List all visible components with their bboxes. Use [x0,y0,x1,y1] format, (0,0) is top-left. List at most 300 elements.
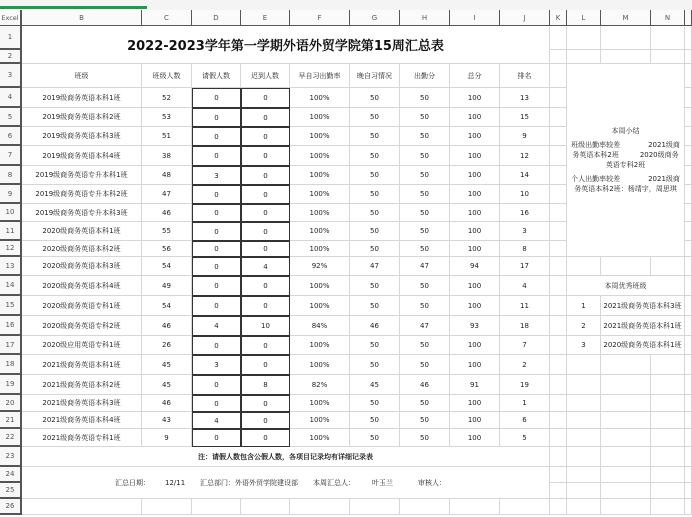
column-header-h[interactable]: H [400,10,450,26]
cell[interactable] [22,499,142,515]
table-cell[interactable]: 19 [500,375,550,395]
row-header-9[interactable]: 9 [0,185,22,204]
table-cell[interactable]: 100 [450,336,500,355]
table-cell[interactable]: 50 [400,146,450,166]
table-cell[interactable]: 100 [450,204,500,222]
table-cell[interactable]: 50 [350,127,400,146]
table-cell[interactable]: 10 [241,316,290,336]
row-header-12[interactable]: 12 [0,241,22,257]
column-header-o[interactable] [685,10,692,26]
table-cell[interactable]: 18 [500,316,550,336]
table-cell[interactable]: 50 [350,185,400,204]
table-cell[interactable]: 4 [192,316,241,336]
table-cell[interactable]: 50 [350,88,400,108]
row-header-19[interactable]: 19 [0,375,22,395]
table-cell[interactable]: 50 [400,88,450,108]
table-cell[interactable]: 2020级商务英语本科2班 [22,241,142,257]
table-cell[interactable]: 100% [290,146,350,166]
table-cell[interactable]: 5 [500,429,550,447]
cell[interactable] [601,355,651,375]
row-header-24[interactable]: 24 [0,467,22,483]
cell[interactable] [601,483,651,499]
table-cell[interactable]: 52 [142,88,192,108]
row-header-17[interactable]: 17 [0,336,22,355]
cell[interactable] [601,257,651,276]
table-cell[interactable]: 9 [142,429,192,447]
cell[interactable] [651,412,685,429]
cell[interactable] [290,499,350,515]
cell[interactable] [550,64,567,88]
table-cell[interactable]: 3 [192,166,241,185]
cell[interactable] [651,429,685,447]
table-cell[interactable]: 0 [192,395,241,412]
table-cell[interactable]: 0 [192,222,241,241]
table-cell[interactable]: 2019级商务英语专升本科1班 [22,166,142,185]
column-header-i[interactable]: I [450,10,500,26]
cell[interactable] [685,185,692,204]
cell[interactable] [651,375,685,395]
cell[interactable] [601,467,651,483]
table-cell[interactable]: 100 [450,276,500,296]
table-cell[interactable]: 46 [350,316,400,336]
cell[interactable] [685,50,692,64]
row-header-23[interactable]: 23 [0,447,22,467]
cell[interactable] [550,412,567,429]
cell[interactable] [567,447,601,467]
cell[interactable] [685,375,692,395]
column-header-n[interactable]: N [651,10,685,26]
table-cell[interactable]: 8 [241,375,290,395]
table-cell[interactable]: 3 [192,355,241,375]
table-cell[interactable]: 50 [400,108,450,127]
table-cell[interactable]: 50 [400,412,450,429]
table-cell[interactable]: 9 [500,127,550,146]
table-cell[interactable]: 100 [450,88,500,108]
cell[interactable] [500,499,550,515]
column-header-k[interactable]: K [550,10,567,26]
cell[interactable] [567,395,601,412]
cell[interactable] [567,499,601,515]
table-cell[interactable]: 46 [142,395,192,412]
table-cell[interactable]: 94 [450,257,500,276]
table-cell[interactable]: 50 [350,108,400,127]
cell[interactable] [550,447,567,467]
table-cell[interactable]: 50 [400,395,450,412]
table-cell[interactable]: 50 [350,204,400,222]
cell[interactable] [685,108,692,127]
table-cell[interactable]: 43 [142,412,192,429]
table-cell[interactable]: 2019级商务英语专升本科2班 [22,185,142,204]
row-header-5[interactable]: 5 [0,108,22,127]
table-cell[interactable]: 100% [290,185,350,204]
row-header-10[interactable]: 10 [0,204,22,222]
table-cell[interactable]: 26 [142,336,192,355]
cell[interactable] [550,166,567,185]
cell[interactable] [651,447,685,467]
cell[interactable] [651,26,685,50]
table-cell[interactable]: 0 [241,429,290,447]
cell[interactable] [651,395,685,412]
table-cell[interactable]: 50 [400,222,450,241]
column-header-c[interactable]: C [142,10,192,26]
table-cell[interactable]: 50 [350,276,400,296]
cell[interactable] [567,26,601,50]
table-cell[interactable]: 0 [192,276,241,296]
cell[interactable] [567,355,601,375]
row-header-1[interactable]: 1 [0,26,22,50]
table-cell[interactable]: 0 [192,127,241,146]
table-cell[interactable]: 47 [142,185,192,204]
cell[interactable] [651,467,685,483]
table-cell[interactable]: 50 [350,355,400,375]
table-cell[interactable]: 56 [142,241,192,257]
column-header-e[interactable]: E [241,10,290,26]
cell[interactable] [685,241,692,257]
table-cell[interactable]: 50 [400,166,450,185]
table-cell[interactable]: 47 [400,257,450,276]
table-cell[interactable]: 0 [241,185,290,204]
table-cell[interactable]: 2021级商务英语专科1班 [22,429,142,447]
table-cell[interactable]: 100 [450,146,500,166]
cell[interactable] [651,483,685,499]
table-cell[interactable]: 50 [400,296,450,316]
table-cell[interactable]: 0 [241,241,290,257]
table-cell[interactable]: 100 [450,296,500,316]
table-cell[interactable]: 92% [290,257,350,276]
cell[interactable] [567,50,601,64]
cell[interactable] [567,375,601,395]
cell[interactable] [685,204,692,222]
cell[interactable] [550,499,567,515]
table-cell[interactable]: 14 [500,166,550,185]
row-header-7[interactable]: 7 [0,146,22,166]
cell[interactable] [685,222,692,241]
table-cell[interactable]: 100% [290,276,350,296]
table-cell[interactable]: 100% [290,395,350,412]
table-cell[interactable]: 0 [241,146,290,166]
table-cell[interactable]: 0 [192,204,241,222]
cell[interactable] [550,429,567,447]
table-cell[interactable]: 100 [450,412,500,429]
cell[interactable] [400,499,450,515]
cell[interactable] [685,88,692,108]
table-cell[interactable]: 2020级商务英语本科4班 [22,276,142,296]
table-cell[interactable]: 45 [142,375,192,395]
row-header-6[interactable]: 6 [0,127,22,146]
table-cell[interactable]: 100% [290,166,350,185]
table-cell[interactable]: 0 [192,429,241,447]
cell[interactable] [550,257,567,276]
cell[interactable] [450,499,500,515]
table-cell[interactable]: 0 [192,88,241,108]
cell[interactable] [685,336,692,355]
table-cell[interactable]: 4 [500,276,550,296]
cell[interactable] [685,483,692,499]
cell[interactable] [550,355,567,375]
table-cell[interactable]: 2020级商务英语专科2班 [22,316,142,336]
cell[interactable] [550,483,567,499]
table-cell[interactable]: 0 [241,222,290,241]
table-cell[interactable]: 100 [450,355,500,375]
table-cell[interactable]: 0 [192,241,241,257]
table-cell[interactable]: 0 [241,412,290,429]
table-cell[interactable]: 6 [500,412,550,429]
table-cell[interactable]: 2019级商务英语本科2班 [22,108,142,127]
cell[interactable] [601,395,651,412]
table-cell[interactable]: 100% [290,241,350,257]
table-cell[interactable]: 0 [192,185,241,204]
table-cell[interactable]: 47 [350,257,400,276]
cell[interactable] [601,447,651,467]
table-cell[interactable]: 0 [192,336,241,355]
table-cell[interactable]: 0 [192,257,241,276]
cell[interactable] [550,26,567,50]
table-cell[interactable]: 8 [500,241,550,257]
cell[interactable] [685,296,692,316]
table-cell[interactable]: 50 [350,241,400,257]
cell[interactable] [550,276,567,296]
cell[interactable] [685,499,692,515]
table-cell[interactable]: 50 [400,276,450,296]
table-cell[interactable]: 2019级商务英语本科1班 [22,88,142,108]
table-cell[interactable]: 50 [400,204,450,222]
table-cell[interactable]: 0 [241,355,290,375]
table-cell[interactable]: 50 [400,429,450,447]
table-cell[interactable]: 50 [350,395,400,412]
table-cell[interactable]: 0 [241,108,290,127]
cell[interactable] [601,26,651,50]
table-cell[interactable]: 100 [450,429,500,447]
cell[interactable] [550,467,567,483]
table-cell[interactable]: 49 [142,276,192,296]
table-cell[interactable]: 50 [400,241,450,257]
table-cell[interactable]: 45 [142,355,192,375]
table-cell[interactable]: 50 [400,355,450,375]
column-header-m[interactable]: M [601,10,651,26]
table-cell[interactable]: 100% [290,355,350,375]
cell[interactable] [550,50,567,64]
row-header-22[interactable]: 22 [0,429,22,447]
row-header-2[interactable]: 2 [0,50,22,64]
cell[interactable] [651,355,685,375]
table-cell[interactable]: 16 [500,204,550,222]
table-cell[interactable]: 100% [290,127,350,146]
table-cell[interactable]: 45 [350,375,400,395]
table-cell[interactable]: 50 [350,296,400,316]
cell[interactable] [685,395,692,412]
row-header-20[interactable]: 20 [0,395,22,412]
cell[interactable] [685,447,692,467]
table-cell[interactable]: 0 [241,276,290,296]
table-cell[interactable]: 100 [450,127,500,146]
table-cell[interactable]: 100% [290,108,350,127]
table-cell[interactable]: 100% [290,88,350,108]
cell[interactable] [550,222,567,241]
column-header-f[interactable]: F [290,10,350,26]
table-cell[interactable]: 100 [450,395,500,412]
cell[interactable] [142,499,192,515]
table-cell[interactable]: 17 [500,257,550,276]
cell[interactable] [567,412,601,429]
cell[interactable] [685,276,692,296]
table-cell[interactable]: 2021级商务英语本科4班 [22,412,142,429]
table-cell[interactable]: 100% [290,222,350,241]
cell[interactable] [685,64,692,88]
table-cell[interactable]: 2020级商务英语本科3班 [22,257,142,276]
column-header-j[interactable]: J [500,10,550,26]
cell[interactable] [550,241,567,257]
row-header-11[interactable]: 11 [0,222,22,241]
cell[interactable] [550,127,567,146]
table-cell[interactable]: 2021级商务英语本科2班 [22,375,142,395]
column-header-g[interactable]: G [350,10,400,26]
cell[interactable] [550,336,567,355]
table-cell[interactable]: 2021级商务英语本科3班 [22,395,142,412]
cell[interactable] [685,429,692,447]
cell[interactable] [685,166,692,185]
table-cell[interactable]: 51 [142,127,192,146]
table-cell[interactable]: 50 [350,146,400,166]
table-cell[interactable]: 84% [290,316,350,336]
cell[interactable] [601,375,651,395]
table-cell[interactable]: 12 [500,146,550,166]
table-cell[interactable]: 50 [350,429,400,447]
row-header-18[interactable]: 18 [0,355,22,375]
table-cell[interactable]: 100 [450,185,500,204]
row-header-15[interactable]: 15 [0,296,22,316]
cell[interactable] [550,108,567,127]
cell[interactable] [550,296,567,316]
cell[interactable] [550,88,567,108]
table-cell[interactable]: 2021级商务英语本科1班 [22,355,142,375]
table-cell[interactable]: 55 [142,222,192,241]
table-cell[interactable]: 0 [192,296,241,316]
table-cell[interactable]: 100% [290,336,350,355]
cell[interactable] [601,429,651,447]
cell[interactable] [350,499,400,515]
cell[interactable] [685,146,692,166]
table-cell[interactable]: 4 [241,257,290,276]
table-cell[interactable]: 2019级商务英语本科3班 [22,127,142,146]
table-cell[interactable]: 0 [241,166,290,185]
table-cell[interactable]: 0 [192,146,241,166]
table-cell[interactable]: 1 [500,395,550,412]
table-cell[interactable]: 100 [450,222,500,241]
table-cell[interactable]: 0 [241,296,290,316]
table-cell[interactable]: 46 [142,204,192,222]
table-cell[interactable]: 50 [400,336,450,355]
table-cell[interactable]: 50 [400,127,450,146]
cell[interactable] [601,499,651,515]
table-cell[interactable]: 15 [500,108,550,127]
table-cell[interactable]: 91 [450,375,500,395]
cell[interactable] [567,257,601,276]
table-cell[interactable]: 50 [350,412,400,429]
cell[interactable] [651,257,685,276]
table-cell[interactable]: 2019级商务英语本科4班 [22,146,142,166]
row-header-14[interactable]: 14 [0,276,22,296]
table-cell[interactable]: 53 [142,108,192,127]
table-cell[interactable]: 47 [400,316,450,336]
table-cell[interactable]: 0 [241,204,290,222]
cell[interactable] [550,146,567,166]
table-cell[interactable]: 100% [290,429,350,447]
table-cell[interactable]: 2020级商务英语本科1班 [22,222,142,241]
cell[interactable] [685,316,692,336]
cell[interactable] [685,257,692,276]
cell[interactable] [550,316,567,336]
row-header-21[interactable]: 21 [0,412,22,429]
cell[interactable] [550,204,567,222]
table-cell[interactable]: 54 [142,257,192,276]
table-cell[interactable]: 4 [192,412,241,429]
row-header-4[interactable]: 4 [0,88,22,108]
table-cell[interactable]: 100% [290,412,350,429]
column-header-l[interactable]: L [567,10,601,26]
table-cell[interactable]: 38 [142,146,192,166]
table-cell[interactable]: 2 [500,355,550,375]
row-header-26[interactable]: 26 [0,499,22,515]
table-cell[interactable]: 54 [142,296,192,316]
cell[interactable] [192,499,241,515]
cell[interactable] [550,395,567,412]
row-header-8[interactable]: 8 [0,166,22,185]
table-cell[interactable]: 0 [241,336,290,355]
column-header-d[interactable]: D [192,10,241,26]
table-cell[interactable]: 13 [500,88,550,108]
cell[interactable] [601,50,651,64]
table-cell[interactable]: 7 [500,336,550,355]
table-cell[interactable]: 0 [241,395,290,412]
column-header-b[interactable]: B [22,10,142,26]
table-cell[interactable]: 48 [142,166,192,185]
table-cell[interactable]: 100 [450,166,500,185]
cell[interactable] [567,429,601,447]
table-cell[interactable]: 2020级商务英语专科1班 [22,296,142,316]
cell[interactable] [685,412,692,429]
cell[interactable] [685,26,692,50]
table-cell[interactable]: 2020级应用英语专科1班 [22,336,142,355]
cell[interactable] [685,467,692,483]
table-cell[interactable]: 100 [450,108,500,127]
cell[interactable] [567,483,601,499]
row-header-3[interactable]: 3 [0,64,22,88]
cell[interactable] [550,185,567,204]
row-header-16[interactable]: 16 [0,316,22,336]
table-cell[interactable]: 50 [400,185,450,204]
cell[interactable] [685,127,692,146]
cell[interactable] [651,499,685,515]
cell[interactable] [685,355,692,375]
table-cell[interactable]: 2019级商务英语专升本科3班 [22,204,142,222]
table-cell[interactable]: 0 [192,108,241,127]
table-cell[interactable]: 93 [450,316,500,336]
table-cell[interactable]: 50 [350,166,400,185]
table-cell[interactable]: 82% [290,375,350,395]
table-cell[interactable]: 0 [241,88,290,108]
table-cell[interactable]: 50 [350,336,400,355]
cell[interactable] [601,412,651,429]
cell[interactable] [651,50,685,64]
table-cell[interactable]: 100 [450,241,500,257]
table-cell[interactable]: 3 [500,222,550,241]
table-cell[interactable]: 46 [400,375,450,395]
table-cell[interactable]: 10 [500,185,550,204]
table-cell[interactable]: 46 [142,316,192,336]
table-cell[interactable]: 50 [350,222,400,241]
table-cell[interactable]: 100% [290,204,350,222]
table-cell[interactable]: 0 [241,127,290,146]
